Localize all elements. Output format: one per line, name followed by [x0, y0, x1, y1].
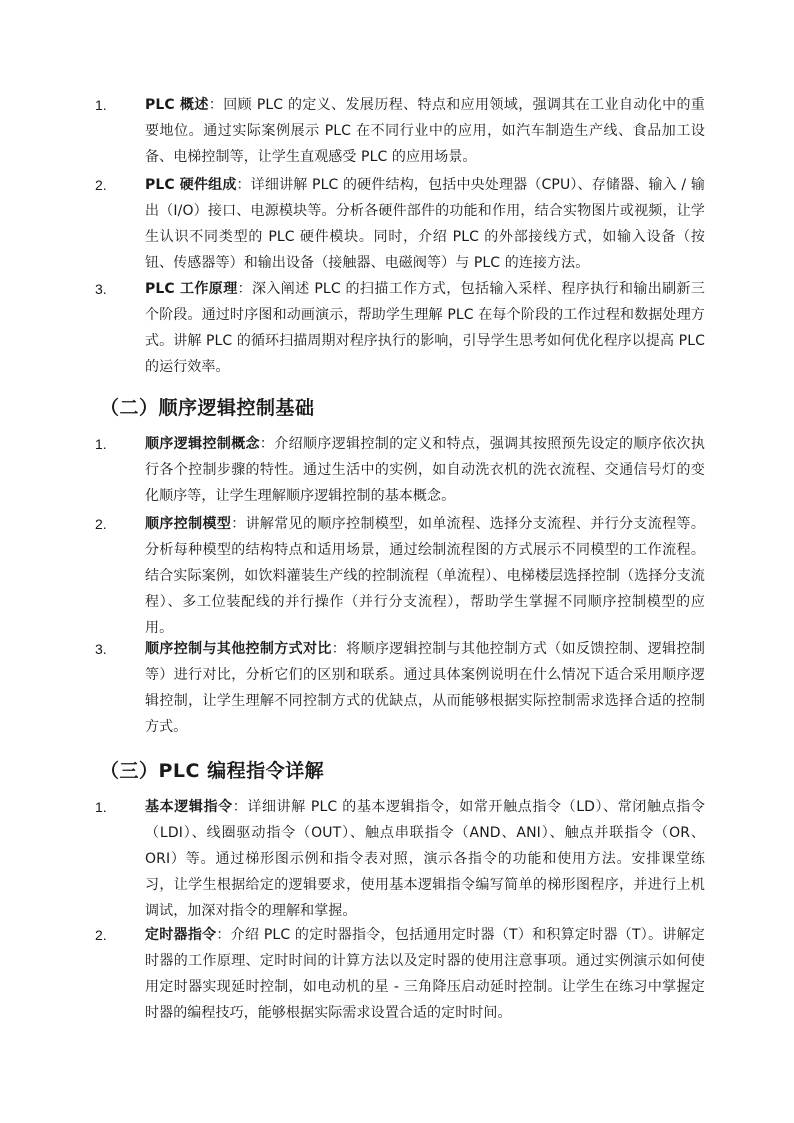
list-number: 2. [95, 516, 107, 532]
list-number: 1. [95, 436, 107, 452]
section-heading-sequential-logic: （二）顺序逻辑控制基础 [100, 397, 315, 419]
list-number: 3. [95, 641, 107, 657]
list-description: ：深入阐述 PLC 的扫描工作方式，包括输入采样、程序执行和输出刷新三个阶段。通过时序图和动画演示，帮助学生理解 PLC 在每个阶段的工作过程和数据处理方式。讲解 PLC 的循环扫描周期对程序执行的影响，引导学生思考如何优化程序以提高 PLC 的运行效率。 [145, 281, 705, 375]
list-text [145, 276, 705, 380]
list-text [145, 636, 705, 740]
list-term: 顺序控制模型 [145, 516, 232, 532]
list-description: ：介绍 PLC 的定时器指令，包括通用定时器（T）和积算定时器（T）。讲解定时器的工作原理、定时时间的计算方法以及定时器的使用注意事项。通过实例演示如何使用定时器实现延时控制，如电动机的星 - 三角降压启动延时控制。让学生在练习中掌握定时器的编程技巧，能够根据实际需求设置合适的定时时间。 [145, 927, 705, 1021]
list-description: ：回顾 PLC 的定义、发展历程、特点和应用领域，强调其在工业自动化中的重要地位。通过实际案例展示 PLC 在不同行业中的应用，如汽车制造生产线、食品加工设备、电梯控制等，让学生直观感受 PLC 的应用场景。 [145, 97, 705, 165]
list-number: 1. [95, 799, 107, 815]
list-number: 2. [95, 927, 107, 943]
list-number: 2. [95, 177, 107, 193]
list-description: ：将顺序逻辑控制与其他控制方式（如反馈控制、逻辑控制等）进行对比，分析它们的区别和联系。通过具体案例说明在什么情况下适合采用顺序逻辑控制，让学生理解不同控制方式的优缺点，从而能够根据实际控制需求选择合适的控制方式。 [145, 641, 705, 735]
list-text [145, 92, 705, 170]
list-term: 定时器指令 [145, 927, 217, 943]
list-term: PLC 硬件组成 [145, 177, 237, 193]
list-text [145, 172, 705, 276]
list-text [145, 511, 705, 641]
list-text [145, 431, 705, 509]
section-heading-plc-instructions: （三）PLC 编程指令详解 [100, 760, 325, 782]
list-term: 顺序控制与其他控制方式对比 [145, 641, 332, 657]
list-number: 3. [95, 281, 107, 297]
list-description: ：详细讲解 PLC 的基本逻辑指令，如常开触点指令（LD）、常闭触点指令（LDI）、线圈驱动指令（OUT）、触点串联指令（AND、ANI）、触点并联指令（OR、ORI）等。通过梯形图示例和指令表对照，演示各指令的功能和使用方法。安排课堂练习，让学生根据给定的逻辑要求，使用基本逻辑指令编写简单的梯形图程序，并进行上机调试，加深对指令的理解和掌握。 [145, 799, 705, 919]
list-term: 顺序逻辑控制概念 [145, 436, 260, 452]
list-description: ：介绍顺序逻辑控制的定义和特点，强调其按照预先设定的顺序依次执行各个控制步骤的特性。通过生活中的实例，如自动洗衣机的洗衣流程、交通信号灯的变化顺序等，让学生理解顺序逻辑控制的基本概念。 [145, 436, 705, 504]
list-term: PLC 概述 [145, 97, 209, 113]
list-text [145, 794, 705, 924]
list-term: PLC 工作原理 [145, 281, 238, 297]
list-term: 基本逻辑指令 [145, 799, 233, 815]
list-text [145, 922, 705, 1026]
list-description: ：详细讲解 PLC 的硬件结构，包括中央处理器（CPU）、存储器、输入 / 输出（I/O）接口、电源模块等。分析各硬件部件的功能和作用，结合实物图片或视频，让学生认识不同类型的 PLC 硬件模块。同时，介绍 PLC 的外部接线方式，如输入设备（按钮、传感器等）和输出设备（接触器、电磁阀等）与 PLC 的连接方法。 [145, 177, 705, 271]
list-number: 1. [95, 97, 107, 113]
list-description: ：讲解常见的顺序控制模型，如单流程、选择分支流程、并行分支流程等。分析每种模型的结构特点和适用场景，通过绘制流程图的方式展示不同模型的工作流程。结合实际案例，如饮料灌装生产线的控制流程（单流程）、电梯楼层选择控制（选择分支流程）、多工位装配线的并行操作（并行分支流程），帮助学生掌握不同顺序控制模型的应用。 [145, 516, 705, 636]
